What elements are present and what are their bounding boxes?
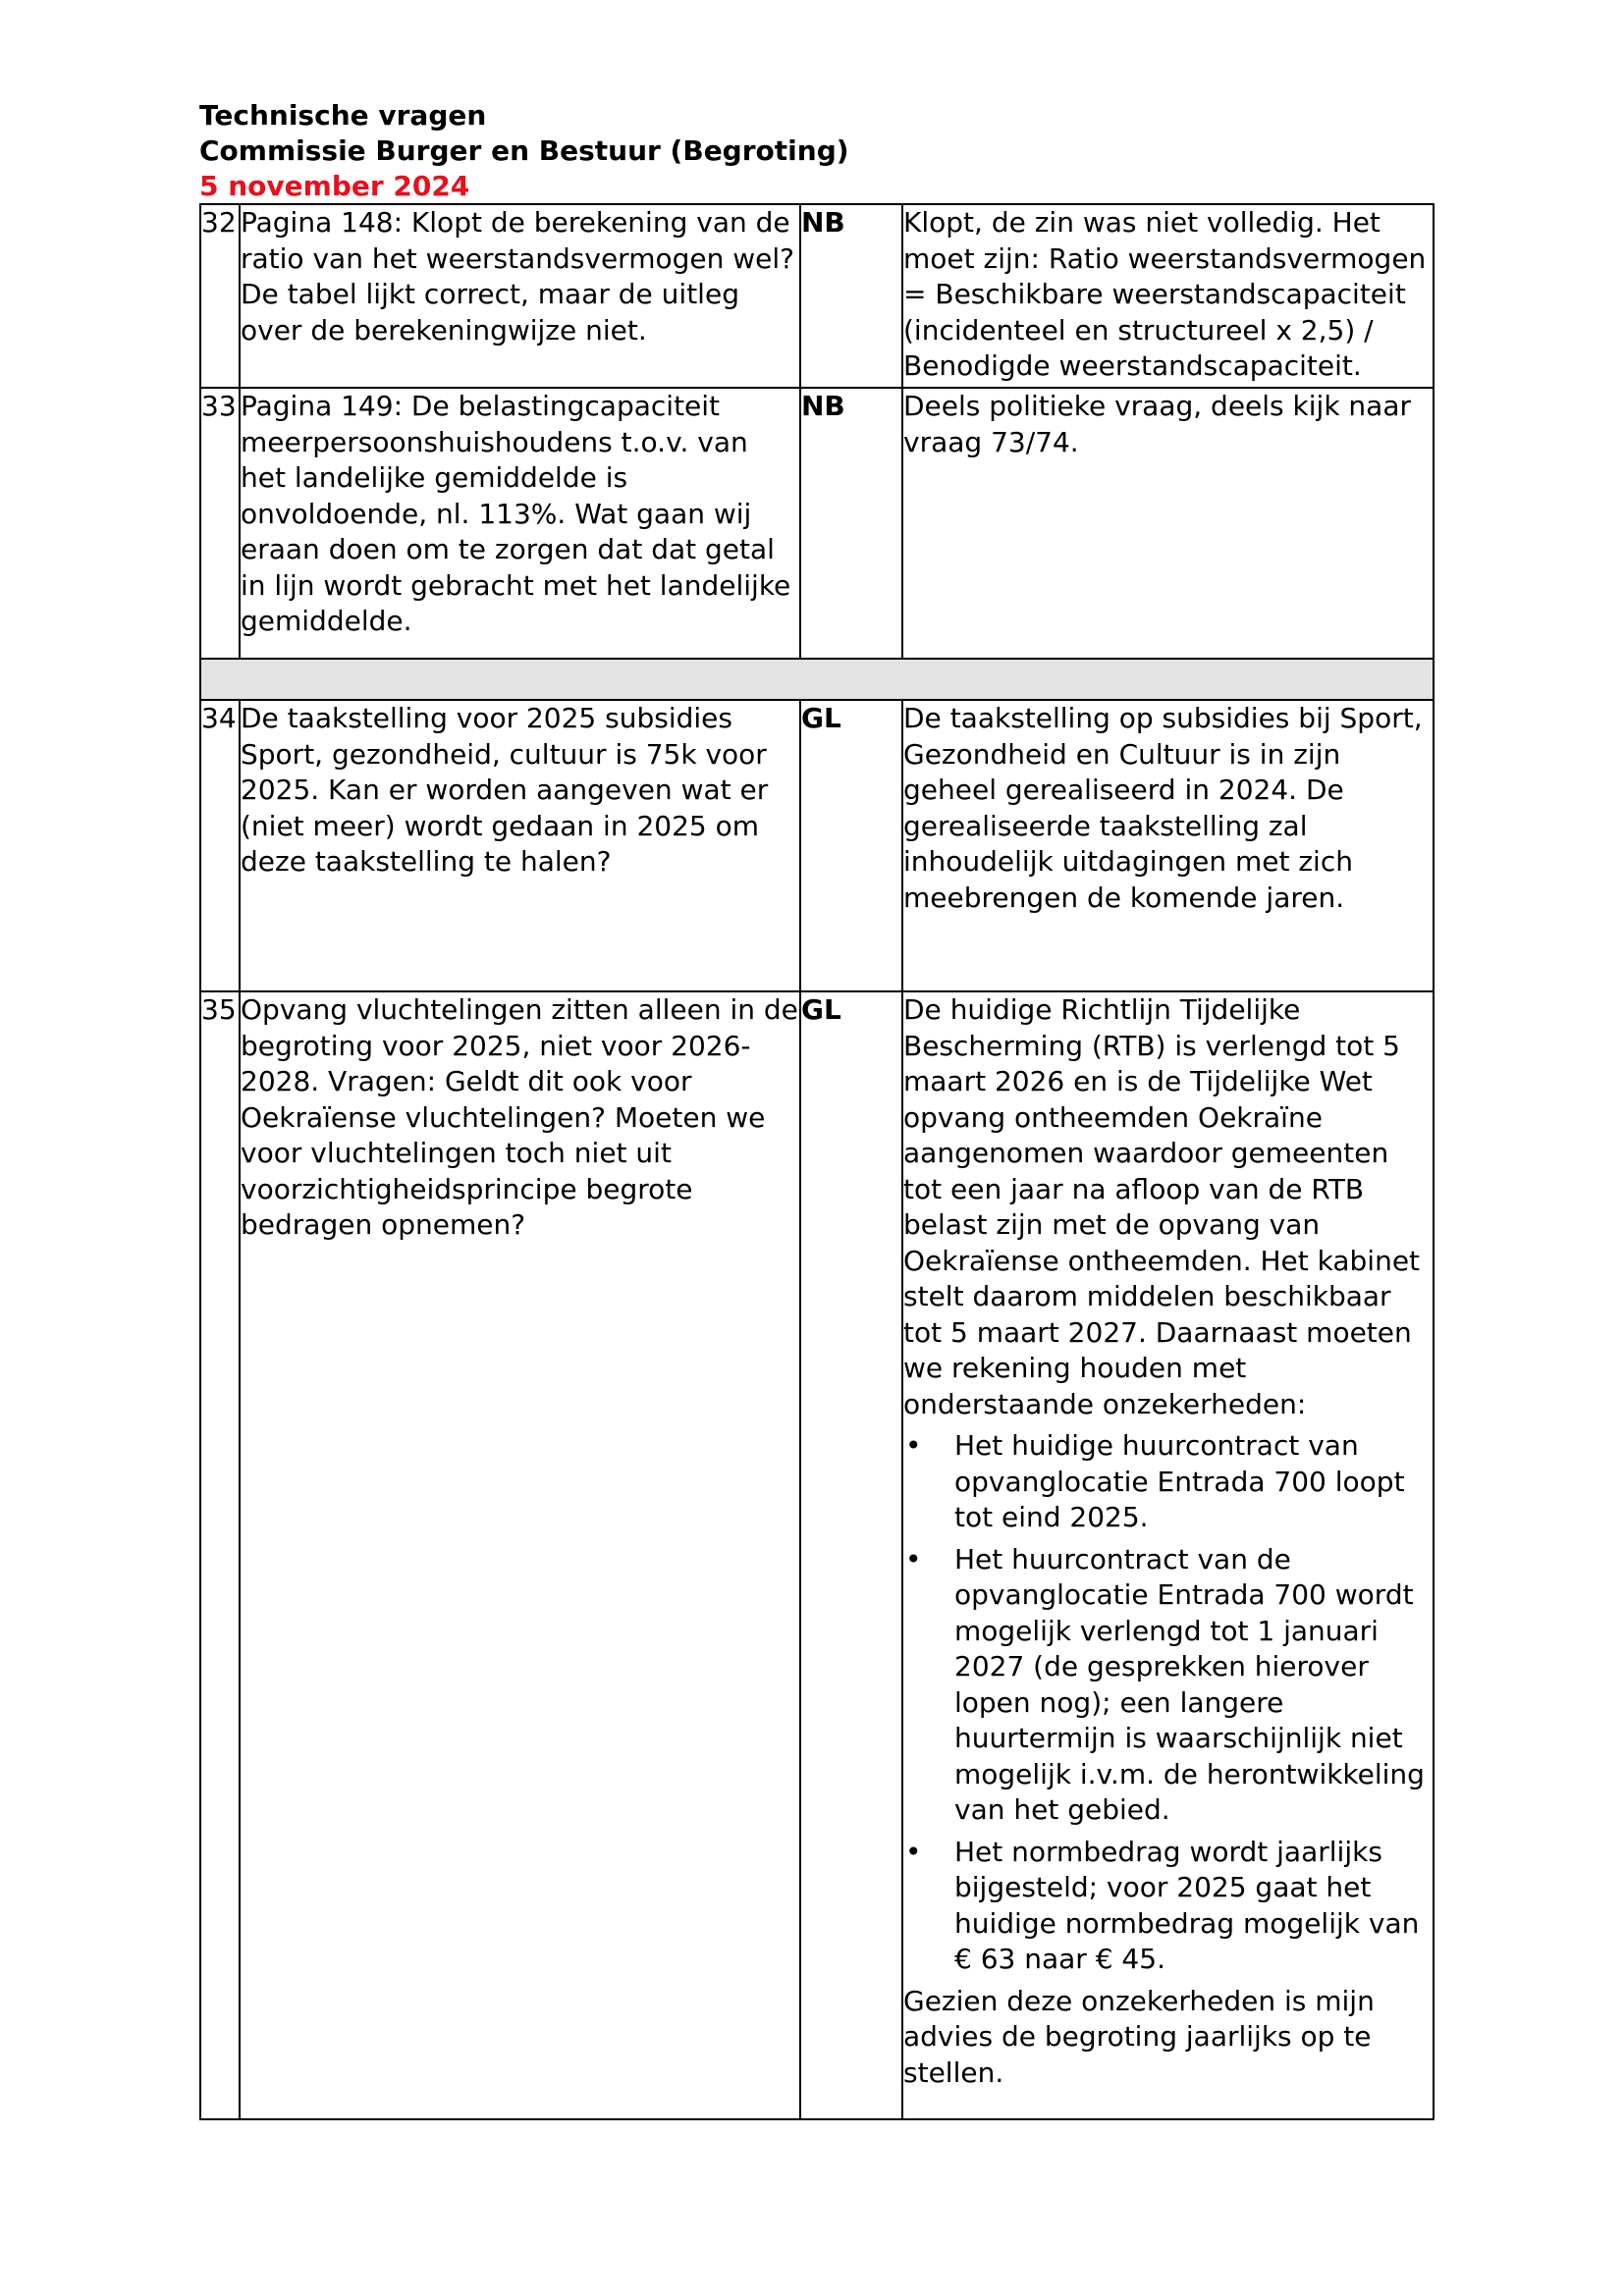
- separator-cell: [200, 659, 1434, 700]
- separator-row: [200, 659, 1434, 700]
- answer-text: De taakstelling op subsidies bij Sport, Gezondheid en Cultuur is in zijn geheel gerealiseerd in 2024. De gerealiseerde taakstelling zal inhoudelijk uitdagingen met zich meebrengen de komende jaren.: [902, 700, 1434, 991]
- party-code: GL: [800, 991, 902, 2119]
- question-number: 35: [200, 991, 240, 2119]
- question-text: Opvang vluchtelingen zitten alleen in de begroting voor 2025, niet voor 2026-2028. Vragen: Geldt dit ook voor Oekraïense vluchtelingen? Moeten we voor vluchtelingen toch niet uit voorzichtigheidsprincipe begrote bedragen opnemen?: [240, 991, 800, 2119]
- meeting-date: 5 november 2024: [199, 170, 470, 202]
- party-code: NB: [800, 204, 902, 388]
- party-code: NB: [800, 388, 902, 659]
- answer-cell: [902, 991, 1434, 2119]
- table-row: [200, 204, 1434, 388]
- list-item-text: Het normbedrag wordt jaarlijks bijgesteld; voor 2025 gaat het huidige normbedrag mogelijk van € 63 naar € 45.: [954, 1835, 1420, 1975]
- answer-text: Klopt, de zin was niet volledig. Het moet zijn: Ratio weerstandsvermogen = Beschikbare weerstandscapaciteit (incidenteel en structureel x 2,5) / Benodigde weerstandscapaciteit.: [902, 204, 1434, 388]
- document-header: [199, 98, 849, 204]
- question-number: 34: [200, 700, 240, 991]
- table-row: [200, 991, 1434, 2119]
- answer-text: Deels politieke vraag, deels kijk naar vraag 73/74.: [902, 388, 1434, 659]
- table-row: [200, 388, 1434, 659]
- question-text: Pagina 148: Klopt de berekening van de ratio van het weerstandsvermogen wel? De tabel lijkt correct, maar de uitleg over de berekeningwijze niet.: [240, 204, 800, 388]
- table-row: [200, 700, 1434, 991]
- bullet-icon: •: [905, 1542, 922, 1575]
- answer-intro: De huidige Richtlijn Tijdelijke Bescherming (RTB) is verlengd tot 5 maart 2026 en is de Tijdelijke Wet opvang ontheemden Oekraïne aangenomen waardoor gemeenten tot een jaar na afloop van de RTB belast zijn met de opvang van Oekraïense ontheemden. Het kabinet stelt daarom middelen beschikbaar tot 5 maart 2027. Daarnaast moeten we rekening houden met onderstaande onzekerheden:: [903, 993, 1421, 1420]
- list-item: [903, 1428, 1433, 1536]
- answer-outro: Gezien deze onzekerheden is mijn advies de begroting jaarlijks op te stellen.: [903, 1984, 1375, 2089]
- party-code: GL: [800, 700, 902, 991]
- document-title: Technische vragen: [199, 99, 487, 132]
- questions-table: [199, 203, 1435, 2120]
- list-item-text: Het huurcontract van de opvanglocatie Entrada 700 wordt mogelijk verlengd tot 1 januari 2027 (de gesprekken hierover lopen nog); een langere huurtermijn is waarschijnlijk niet mogelijk i.v.m. de herontwikkeling van het gebied.: [954, 1542, 1425, 1826]
- question-text: Pagina 149: De belastingcapaciteit meerpersoonshuishoudens t.o.v. van het landelijke gemiddelde is onvoldoende, nl. 113%. Wat gaan wij eraan doen om te zorgen dat dat getal in lijn wordt gebracht met het landelijke gemiddelde.: [240, 388, 800, 659]
- list-item-text: Het huidige huurcontract van opvanglocatie Entrada 700 loopt tot eind 2025.: [954, 1429, 1405, 1533]
- uncertainty-list: [903, 1428, 1433, 1978]
- committee-name: Commissie Burger en Bestuur (Begroting): [199, 134, 849, 167]
- question-number: 32: [200, 204, 240, 388]
- bullet-icon: •: [905, 1835, 922, 1868]
- list-item: [903, 1542, 1433, 1829]
- list-item: [903, 1835, 1433, 1978]
- bullet-icon: •: [905, 1429, 922, 1462]
- question-text: De taakstelling voor 2025 subsidies Sport, gezondheid, cultuur is 75k voor 2025. Kan er worden aangeven wat er (niet meer) wordt gedaan in 2025 om deze taakstelling te halen?: [240, 700, 800, 991]
- question-number: 33: [200, 388, 240, 659]
